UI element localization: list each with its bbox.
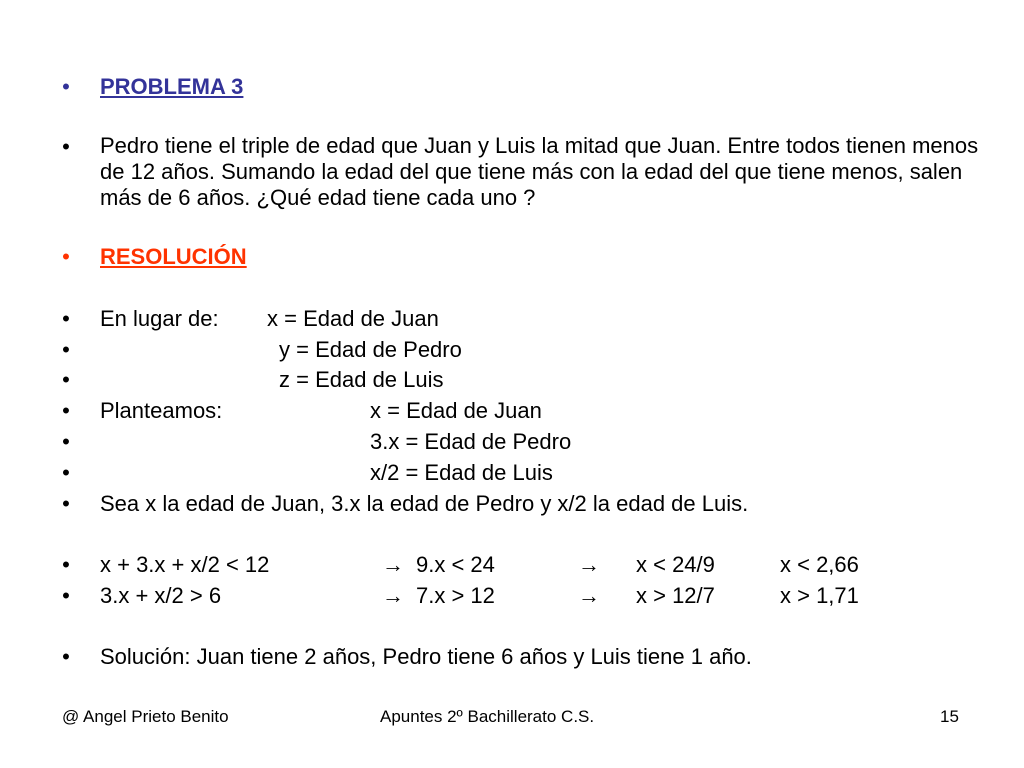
equation-expr: 3.x + x/2 > 6 [100,583,222,608]
equation-expr: x + 3.x + x/2 < 12 [100,552,270,577]
bullet: • [62,398,70,423]
bullet: • [62,552,70,577]
definition-y: y = Edad de Pedro [279,337,462,362]
bullet: • [62,491,70,516]
bullet: • [62,244,70,269]
bullet: • [62,460,70,485]
bullet: • [62,306,70,331]
bullet: • [62,583,70,608]
definition-x: x = Edad de Juan [267,306,439,331]
bullet: • [62,429,70,454]
arrow-icon: → [382,552,404,577]
bullet: • [62,74,70,99]
problem-heading: PROBLEMA 3 [100,74,244,99]
setup-pedro: 3.x = Edad de Pedro [370,429,572,454]
setup-juan: x = Edad de Juan [370,398,542,423]
arrow-icon: → [578,552,600,577]
footer-page-number: 15 [940,707,959,726]
sea-text: Sea x la edad de Juan, 3.x la edad de Pedro y x/2 la edad de Luis. [100,491,749,516]
problem-text: Pedro tiene el triple de edad que Juan y Luis la mitad que Juan. Entre todos tienen menos de 12 años. Sumando la edad del que tiene más con la edad del que tiene menos, salen más de 6 años. ¿Qué edad tiene cada uno ? [100,133,979,210]
solution-text: Solución: Juan tiene 2 años, Pedro tiene 6 años y Luis tiene 1 año. [100,644,752,669]
setup-label: Planteamos: [100,398,223,423]
arrow-icon: → [578,583,600,608]
bullet: • [62,134,70,159]
resolution-heading: RESOLUCIÓN [100,244,247,269]
bullet: • [62,367,70,392]
equation-step: 7.x > 12 [416,583,495,608]
equation-approx: x < 2,66 [780,552,859,577]
footer-course: Apuntes 2º Bachillerato C.S. [380,707,595,726]
equation-approx: x > 1,71 [780,583,859,608]
equation-result: x > 12/7 [636,583,715,608]
bullet: • [62,337,70,362]
bullet: • [62,644,70,669]
definitions-label: En lugar de: [100,306,219,331]
setup-luis: x/2 = Edad de Luis [370,460,553,485]
equation-result: x < 24/9 [636,552,715,577]
equation-step: 9.x < 24 [416,552,495,577]
arrow-icon: → [382,583,404,608]
footer-author: @ Angel Prieto Benito [62,707,229,726]
definition-z: z = Edad de Luis [279,367,444,392]
